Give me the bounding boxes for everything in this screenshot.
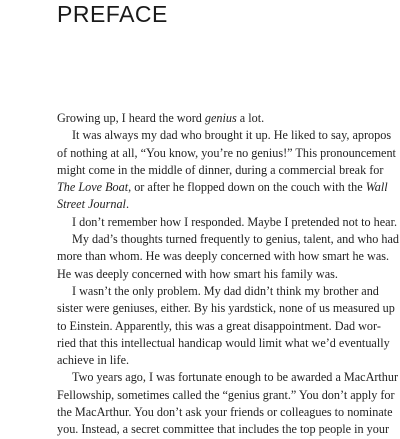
text-run: sister were geniuses, either. By his yardstick, none of us measured up [57,301,395,316]
text-run: . [125,197,129,212]
text-run: the MacArthur. You don’t ask your friends or colleagues to nominate [57,405,393,420]
text-line [57,145,396,162]
italic-text-run: genius [204,111,237,125]
text-run: Fellowship, sometimes called the “genius grant.” You don’t apply for [57,387,395,402]
text-line [57,248,390,265]
paragraph [57,283,395,369]
text-line [57,335,390,352]
text-run: might come in the middle of dinner, during a commercial break for [57,162,384,177]
paragraph [57,214,398,231]
text-run: ried that this intellectual handicap would limit what we’d eventually [57,335,390,350]
text-run: you. Instead, a secret committee that includes the top people in your [57,422,390,437]
paragraph [57,231,399,283]
text-line [57,283,377,300]
chapter-heading: PREFACE [57,1,168,27]
text-run: It was always my dad who brought it up. He liked to say, apropos [72,128,392,143]
text-run: I don’t remember how I responded. Maybe I pretended not to hear. [72,214,398,229]
paragraph [57,369,399,438]
italic-text-run: Wall [365,180,388,195]
text-run: He was deeply concerned with how smart his family was. [57,266,338,281]
text-run: to Einstein. Apparently, this was a great disappointment. Dad wor- [57,318,381,333]
text-line [57,266,377,283]
text-run: I wasn’t the only problem. My dad didn’t think my brother and [72,283,379,298]
text-line [57,214,398,231]
text-line [57,162,384,179]
text-line [57,352,377,369]
text-line [57,110,377,127]
text-line [57,231,399,248]
text-run: a lot. [236,111,265,125]
text-line [57,404,393,421]
text-line [57,179,388,196]
text-run: achieve in life. [57,353,130,368]
text-line [57,300,395,317]
paragraph [57,127,396,213]
text-run: Growing up, I heard the word [57,111,205,125]
text-line [57,196,377,213]
text-line [57,387,395,404]
text-run: , or after he flopped down on the couch with the [128,180,366,195]
text-line [57,421,390,438]
text-line [57,127,392,144]
text-run: My dad’s thoughts turned frequently to genius, talent, and who had [72,232,399,247]
text-line [57,318,381,335]
italic-text-run: The Love Boat [57,180,129,195]
text-run: more than whom. He was deeply concerned with how smart he was. [57,249,390,264]
italic-text-run: Street Journal [57,197,126,212]
text-line [57,369,399,386]
body-text [57,110,399,439]
paragraph [57,110,377,127]
text-run: of nothing at all, “You know, you’re no genius!” This pronouncement [57,145,396,160]
text-run: Two years ago, I was fortunate enough to be awarded a MacArthur [72,370,399,385]
